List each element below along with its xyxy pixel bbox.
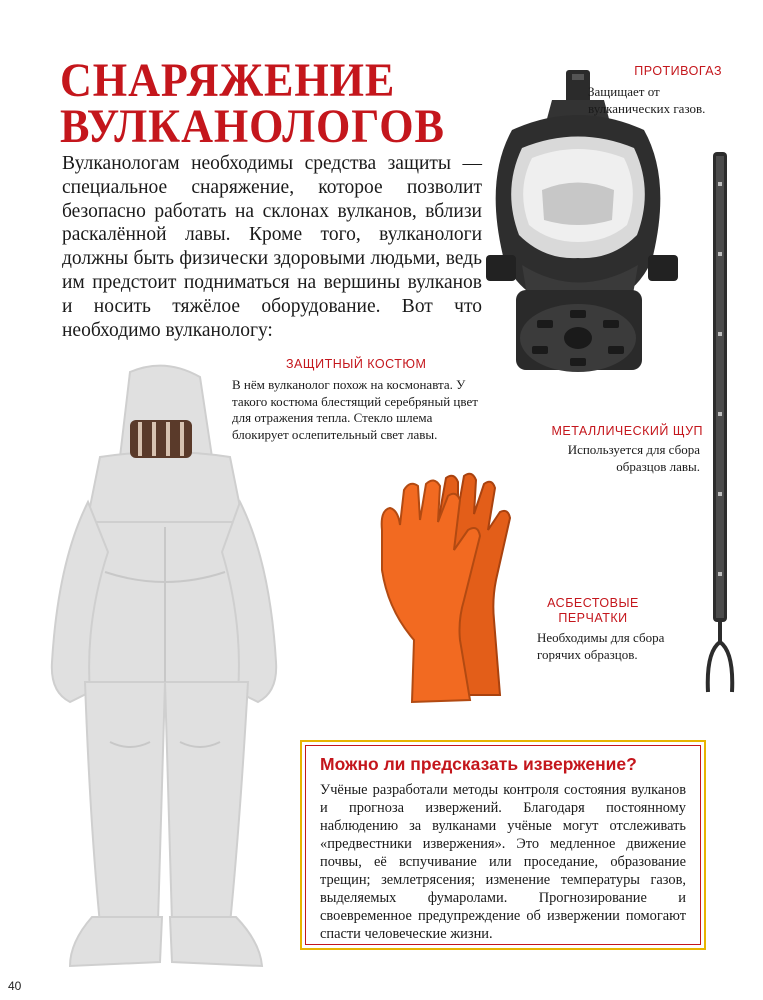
page-number: 40 xyxy=(8,979,22,993)
protective-suit-icon xyxy=(30,362,300,977)
intro-paragraph: Вулканологам необходимы средства защиты — специальное снаряжение, которое позволит безопасно работать на склонах вулканов, вблизи раскалённой лавы. Кроме того, вулканологи должны быть физически здоровыми людьми, ведь им предстоит подниматься на вершины вулканов и носить тяжёлое оборудование. Вот что необходимо вулканологу: xyxy=(62,153,482,341)
asbestos-gloves-label-line-1: АСБЕСТОВЫЕ xyxy=(547,596,639,610)
metal-probe-icon xyxy=(702,152,738,712)
asbestos-gloves-description: Необходимы для сбора горячих образцов. xyxy=(537,630,665,662)
asbestos-gloves-label xyxy=(528,596,658,626)
info-box-title: Можно ли предсказать извержение? xyxy=(320,754,637,774)
gas-mask-icon xyxy=(482,70,682,390)
info-box-inner xyxy=(305,745,701,945)
protective-suit-description: В нём вулканолог похож на космонавта. У такого костюма блестящий серебряный цвет для отражения тепла. Стекло шлема блокирует ослепительный свет лавы. xyxy=(232,377,478,442)
info-box-text: Учёные разработали методы контроля состояния вулканов и прогноза извержений. Благодаря постоянному наблюдению за вулканами учёные могут отслеживать «предвестники извержения». Это медленное движение почвы, её вспучивание или проседание, образование трещин; землетрясения; изменение температуры газов, выделяемых фумаролами. Прогнозирование и своевременное предупреждение об извержении помогают спасти человеческие жизни. xyxy=(320,782,686,942)
info-box xyxy=(300,740,706,950)
page-title-line-1: СНАРЯЖЕНИЕ xyxy=(60,54,396,107)
page-title xyxy=(60,54,445,153)
gas-mask-description: Защищает от вулканических газов. xyxy=(588,84,706,116)
asbestos-gloves-label-line-2: ПЕРЧАТКИ xyxy=(558,611,628,625)
asbestos-gloves-icon xyxy=(372,470,532,705)
gas-mask-label: ПРОТИВОГАЗ xyxy=(634,64,722,78)
metal-probe-label: МЕТАЛЛИЧЕСКИЙ ЩУП xyxy=(551,424,703,438)
page-title-line-2: ВУЛКАНОЛОГОВ xyxy=(60,100,445,153)
metal-probe-description: Используется для сбора образцов лавы. xyxy=(567,442,700,474)
protective-suit-label: ЗАЩИТНЫЙ КОСТЮМ xyxy=(286,357,427,371)
